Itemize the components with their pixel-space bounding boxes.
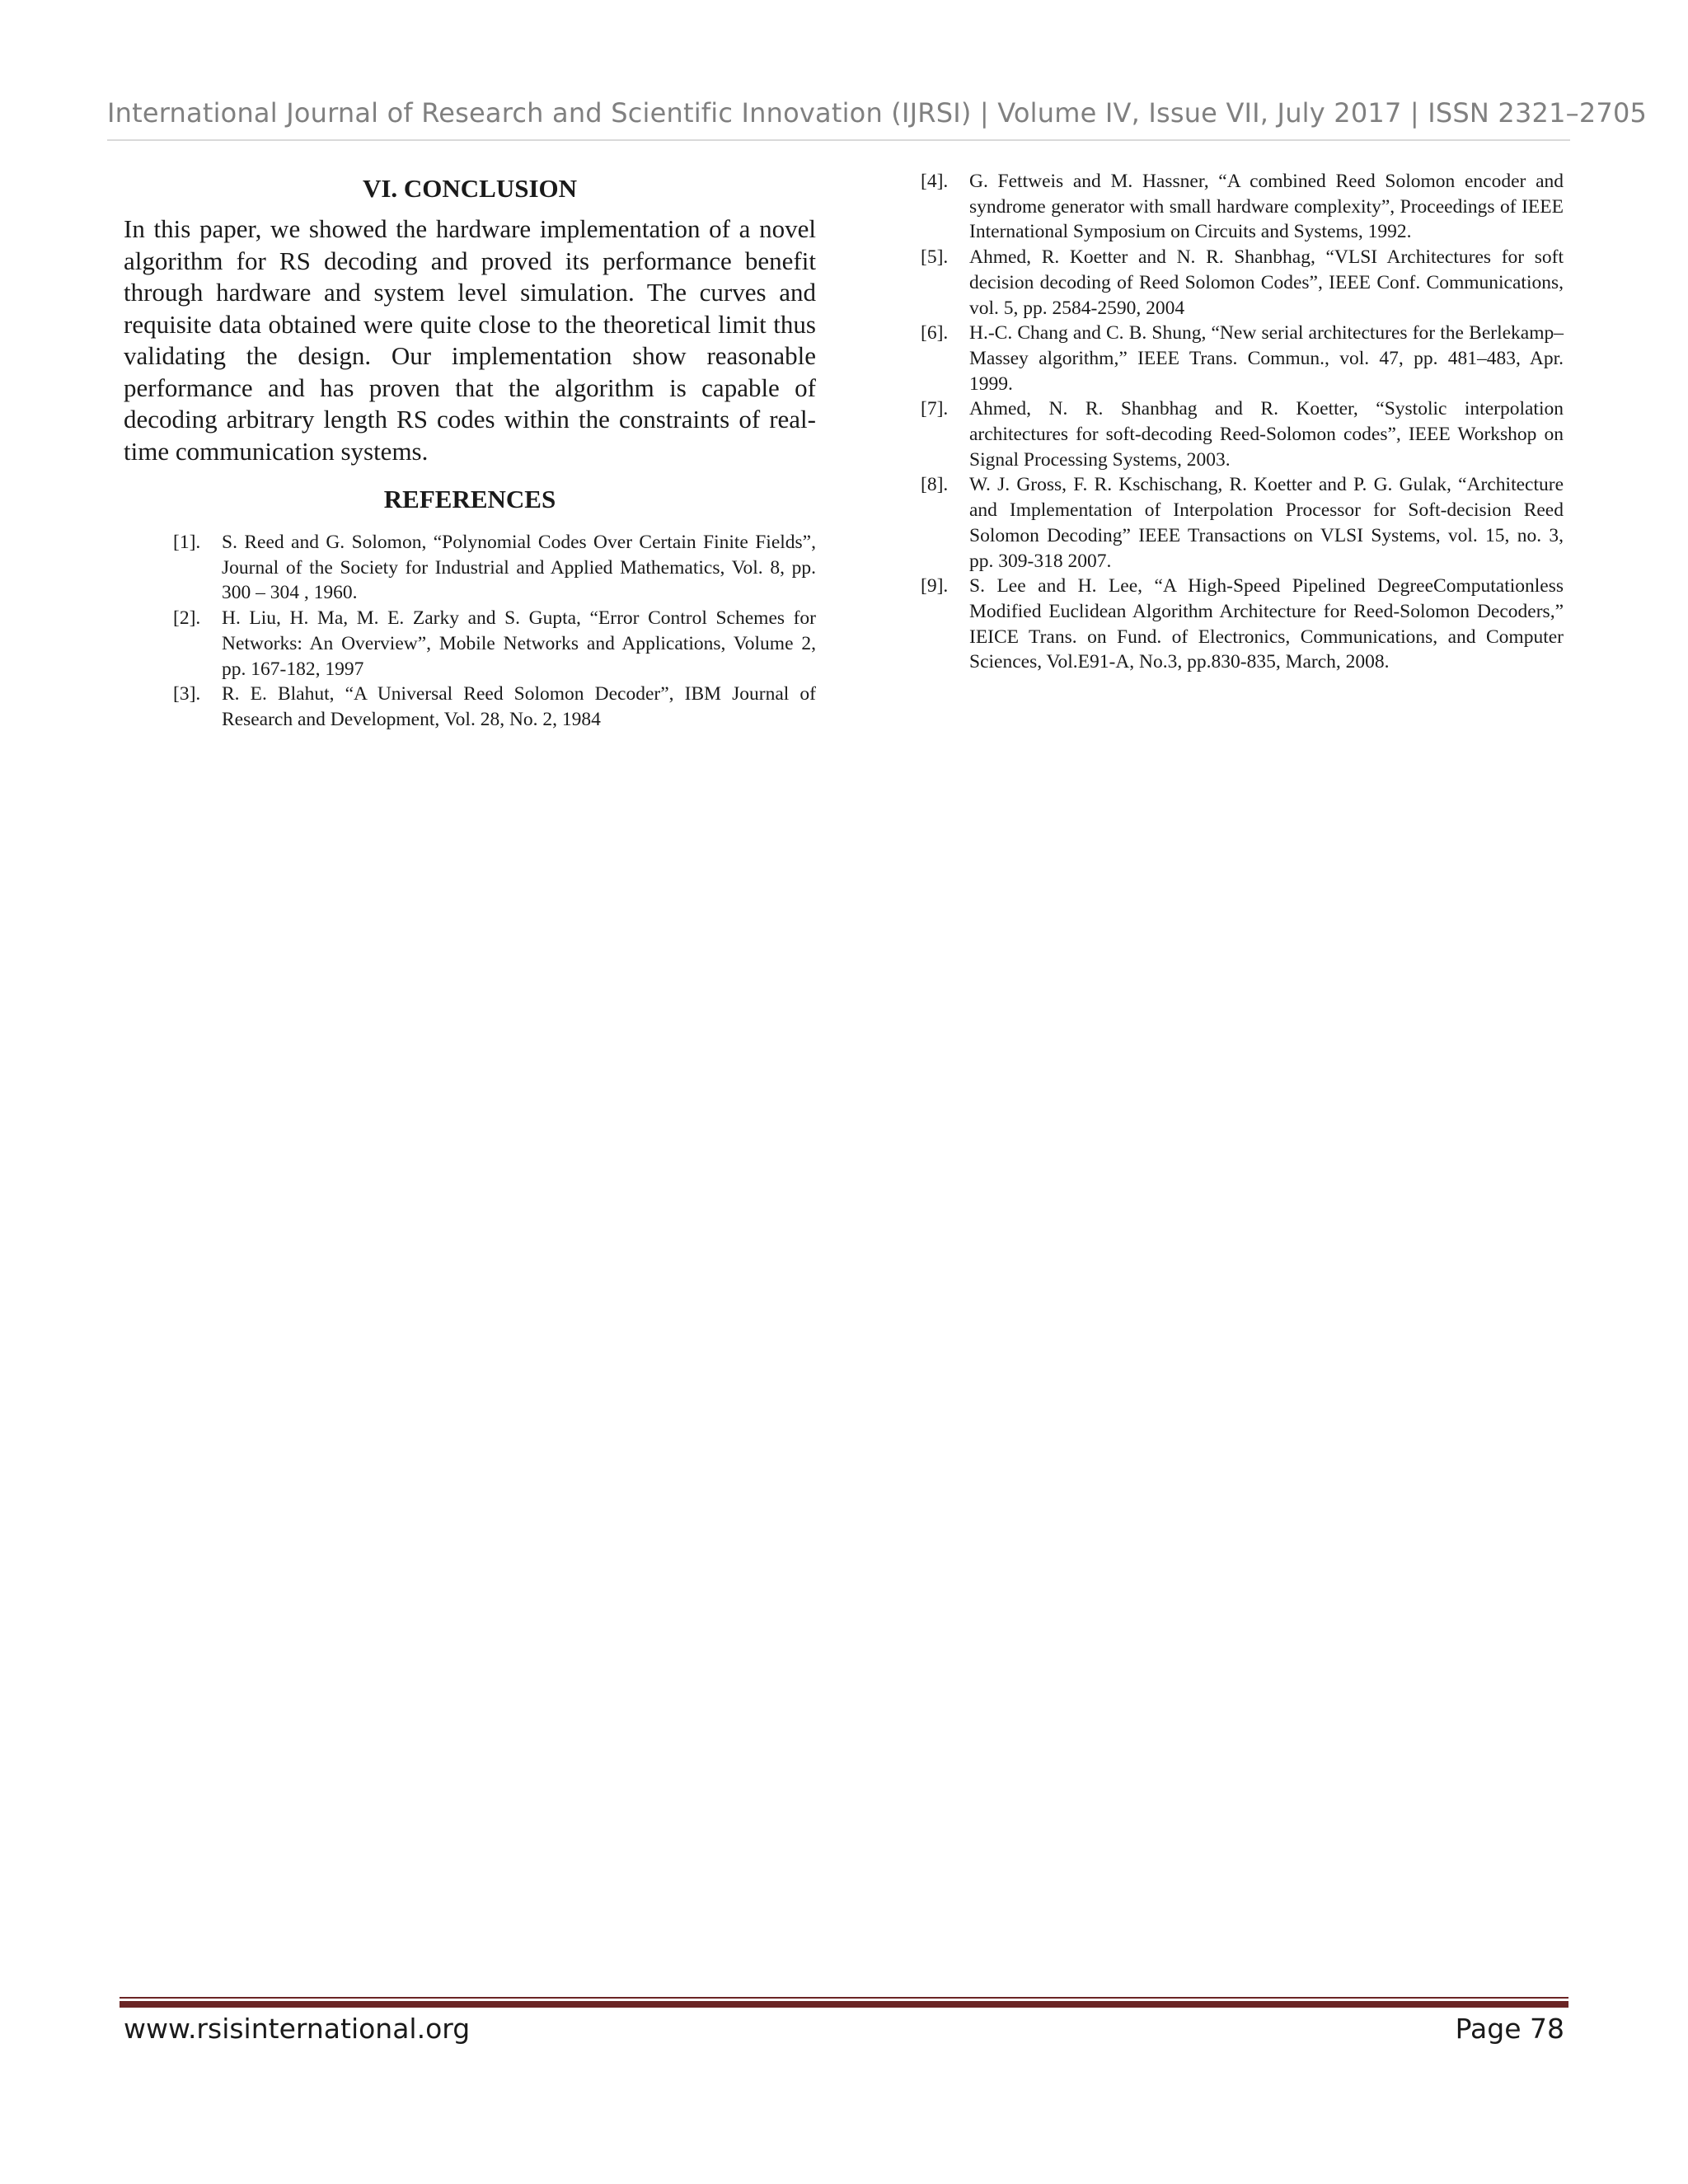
- reference-text: S. Reed and G. Solomon, “Polynomial Codes Over Certain Finite Fields”, Journal of the Society for Industrial and Applied Mathematics, Vol. 8, pp. 300 – 304 , 1960.: [222, 532, 816, 604]
- reference-item: [921, 574, 1564, 675]
- reference-item: [921, 245, 1564, 321]
- reference-text: Ahmed, R. Koetter and N. R. Shanbhag, “VLSI Architectures for soft decision decoding of Reed Solomon Codes”, IEEE Conf. Communications, vol. 5, pp. 2584-2590, 2004: [969, 246, 1564, 319]
- reference-item: [921, 396, 1564, 472]
- reference-number: [4].: [921, 171, 949, 192]
- conclusion-paragraph: In this paper, we showed the hardware implementation of a novel algorithm for RS decoding and proved its performance benefit through hardware and system level simulation. The curves and requisite data obtained were quite close to the theoretical limit thus validating the design. Our implementation show reasonable performance and has proven that the algorithm is capable of decoding arbitrary length RS codes within the constraints of real-time communication systems.: [124, 214, 816, 466]
- header-divider: [107, 139, 1570, 141]
- reference-number: [6].: [921, 322, 949, 344]
- reference-number: [5].: [921, 246, 949, 269]
- reference-list-right: [921, 169, 1564, 675]
- reference-text: G. Fettweis and M. Hassner, “A combined Reed Solomon encoder and syndrome generator with small hardware complexity”, Proceedings of IEEE International Symposium on Circuits and Systems, 1992.: [969, 171, 1564, 243]
- reference-text: W. J. Gross, F. R. Kschischang, R. Koetter and P. G. Gulak, “Architecture and Implementation of Interpolation Processor for Soft-decision Reed Solomon Decoding” IEEE Transactions on VLSI Systems, vol. 15, no. 3, pp. 309-318 2007.: [969, 474, 1564, 572]
- reference-item: [173, 606, 816, 682]
- footer-divider-thick: [120, 2001, 1568, 2008]
- reference-item: [173, 682, 816, 732]
- reference-text: S. Lee and H. Lee, “A High-Speed Pipelined DegreeComputationless Modified Euclidean Algorithm Architecture for Reed-Solomon Decoders,” IEICE Trans. on Fund. of Electronics, Communications, and Computer Sciences, Vol.E91-A, No.3, pp.830-835, March, 2008.: [969, 575, 1564, 673]
- reference-text: H. Liu, H. Ma, M. E. Zarky and S. Gupta, “Error Control Schemes for Networks: An Overview”, Mobile Networks and Applications, Volume 2, pp. 167-182, 1997: [222, 607, 816, 680]
- footer-page-number: Page 78: [1455, 2013, 1564, 2045]
- reference-number: [7].: [921, 398, 949, 420]
- reference-text: R. E. Blahut, “A Universal Reed Solomon Decoder”, IBM Journal of Research and Development, Vol. 28, No. 2, 1984: [222, 683, 816, 730]
- footer-divider-thin: [120, 1997, 1568, 1999]
- journal-header: International Journal of Research and Scientific Innovation (IJRSI) | Volume IV, Issue VII, July 2017 | ISSN 2321–2705: [107, 97, 1648, 129]
- reference-text: Ahmed, N. R. Shanbhag and R. Koetter, “Systolic interpolation architectures for soft-decoding Reed-Solomon codes”, IEEE Workshop on Signal Processing Systems, 2003.: [969, 398, 1564, 471]
- reference-number: [3].: [173, 683, 201, 705]
- reference-number: [8].: [921, 474, 949, 496]
- reference-number: [1].: [173, 532, 201, 553]
- references-heading: REFERENCES: [383, 485, 556, 513]
- left-column: [124, 169, 816, 733]
- reference-number: [2].: [173, 607, 201, 630]
- conclusion-heading: VI. CONCLUSION: [362, 174, 578, 203]
- reference-item: [921, 472, 1564, 574]
- reference-item: [921, 169, 1564, 245]
- reference-list-left: [173, 530, 816, 733]
- footer-website: www.rsisinternational.org: [124, 2013, 471, 2045]
- reference-text: H.-C. Chang and C. B. Shung, “New serial architectures for the Berlekamp–Massey algorithm,” IEEE Trans. Commun., vol. 47, pp. 481–483, Apr. 1999.: [969, 322, 1564, 395]
- reference-item: [173, 530, 816, 606]
- reference-number: [9].: [921, 575, 949, 598]
- right-column: [921, 169, 1564, 675]
- reference-item: [921, 321, 1564, 396]
